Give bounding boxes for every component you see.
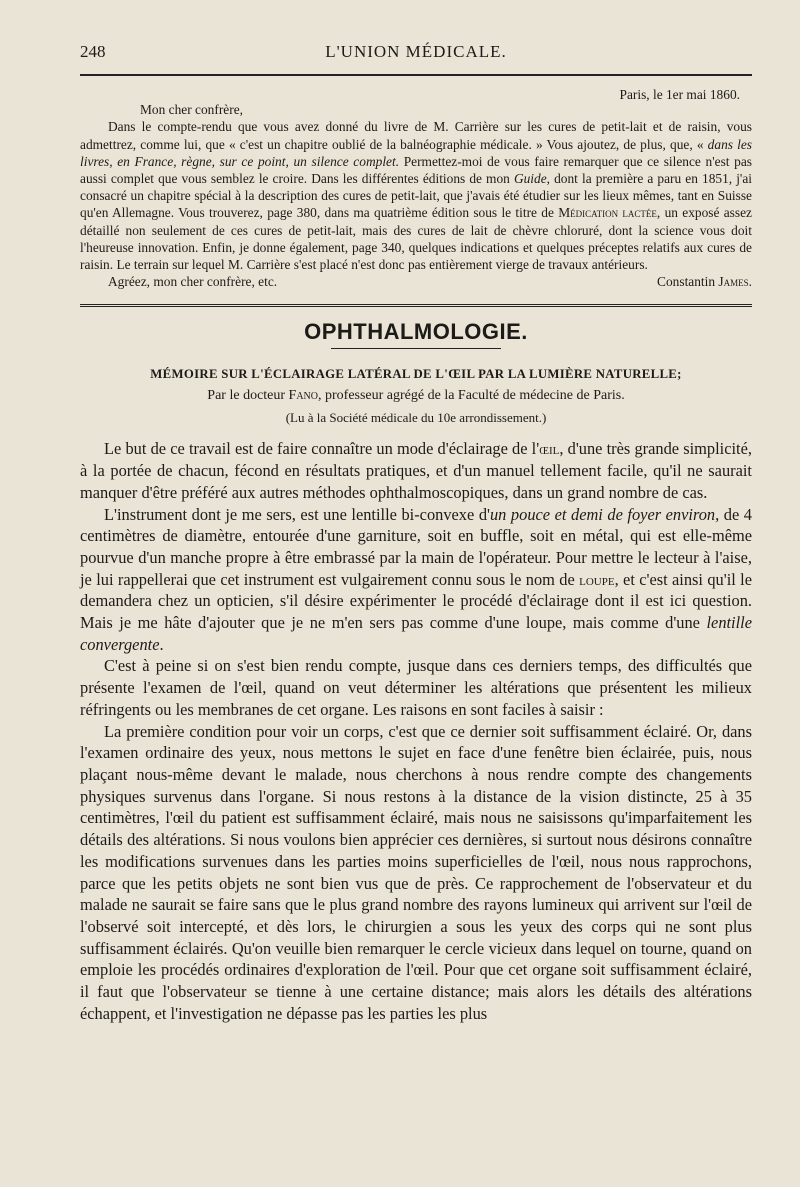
body-paragraph: Le but de ce travail est de faire connaître un mode d'éclairage de l'œil, d'une très grande simplicité, à la portée de chacun, fécond en résultats pratiques, et d'un manuel tellement facile, qu'il ne saurait manquer d'être préféré aux autres méthodes ophthalmoscopiques, dans un grand nombre de cas.: [80, 439, 752, 502]
section-divider: [80, 304, 752, 307]
letter-closing: [80, 273, 752, 290]
read-at-line: (Lu à la Société médicale du 10e arrondissement.): [285, 410, 547, 426]
letter-dateline: Paris, le 1er mai 1860.: [619, 87, 740, 102]
letter-paragraph: Dans le compte-rendu que vous avez donné du livre de M. Carrière sur les cures de petit-lait et de raisin, vous admettrez, comme lui, que « c'est un chapitre oublié de la balnéographie médicale. » Vous ajoutez, de plus, que, « dans les livres, en France, règne, sur ce point, un silence complet. Permettez-moi de vous faire remarquer que ce silence n'est pas aussi complet que vous semblez le croire. Dans les différentes éditions de mon Guide, dont la première a paru en 1851, j'ai consacré un chapitre spécial à la description des cures de petit-lait, que j'avais été étudier sur les lieux mêmes, tant en Suisse qu'en Allemagne. Vous trouverez, page 380, dans ma quatrième édition sous le titre de Médication lactée, un exposé assez détaillé non seulement de ces cures de petit-lait, mais des cures de lait de chèvre chloruré, dont la science vous doit l'heureuse innovation. Enfin, je donne également, page 340, quelques indications et quelques préceptes relatifs aux cures de raisin. Le terrain sur lequel M. Carrière s'est placé n'est donc pas entièrement vierge de travaux antérieurs.: [80, 119, 753, 273]
header-rule: [80, 74, 752, 76]
article-body: [80, 438, 752, 1024]
body-paragraph: L'instrument dont je me sers, est une lentille bi-convexe d'un pouce et demi de foyer environ, de 4 centimètres de diamètre, entourée d'une garniture, soit en buffle, soit en métal, qui est elle-même pourvue d'un manche propre à être embrassé par la main de l'opérateur. Pour mettre le lecteur à l'aise, je lui rappellerai que cet instrument est vulgairement connu sous le nom de loupe, et c'est ainsi qu'il le demandera chez un opticien, s'il désire expérimenter le procédé d'éclairage dont il est ici question. Mais je me hâte d'ajouter que je ne m'en sers pas comme d'une loupe, mais comme d'une lentille convergente.: [80, 504, 752, 654]
letter: [80, 86, 752, 290]
closing-formula: Agréez, mon cher confrère, etc.: [108, 274, 278, 290]
letter-salutation: Mon cher confrère,: [140, 102, 243, 118]
running-title: L'UNION MÉDICALE.: [325, 42, 507, 61]
body-paragraph: C'est à peine si on s'est bien rendu compte, jusque dans ces derniers temps, des difficultés que présente l'examen de l'œil, quand on veut déterminer les altérations que présentent les milieux réfringents ou les membranes de cet organe. Les raisons en sont faciles à saisir :: [80, 656, 752, 719]
page-header: [80, 42, 752, 68]
title-underline: [331, 348, 501, 349]
section-title: OPHTHALMOLOGIE.: [304, 319, 528, 345]
body-paragraph: La première condition pour voir un corps, c'est que ce dernier soit suffisamment éclairé. Or, dans l'examen ordinaire des yeux, nous mettons le sujet en face d'une fenêtre bien éclairée, puis, nous plaçant nous-même devant le malade, nous cherchons à nous rendre compte des changements physiques survenus dans l'organe. Si nous restons à la distance de la vision distincte, 25 à 35 centimètres, l'œil du patient est suffisamment éclairé, mais nous ne saisissons qu'imparfaitement les détails des altérations. Si nous voulons bien apprécier ces dernières, si surtout nous désirons connaître les modifications survenues dans les parties moins superficielles de l'œil, nous nous rapprochons, parce que les petits objets ne sont bien vus que de près. Ce rapprochement de l'observateur et du malade ne saurait se faire sans que le plus grand nombre des rayons lumineux qui arrivent sur l'œil de l'observé soit intercepté, et dès lors, le chirurgien a sous les yeux des corps qui ne sont plus suffisamment éclairés. Qu'on veuille bien remarquer le cercle vicieux dans lequel on tourne, quand on emploie les procédés ordinaires d'exploration de l'œil. Pour que cet organe soit suffisamment éclairé, il faut que l'observateur se tienne à une certaine distance; mais alors les détails des altérations échappent, et l'investigation ne dépasse pas les parties les plus: [80, 721, 752, 1023]
memoir-title: MÉMOIRE SUR L'ÉCLAIRAGE LATÉRAL DE L'ŒIL PAR LA LUMIÈRE NATURELLE;: [150, 367, 682, 382]
author-line: Par le docteur Fano, professeur agrégé de la Faculté de médecine de Paris.: [207, 388, 625, 404]
page-number: 248: [80, 42, 106, 61]
signature: Constantin James.: [657, 274, 752, 290]
